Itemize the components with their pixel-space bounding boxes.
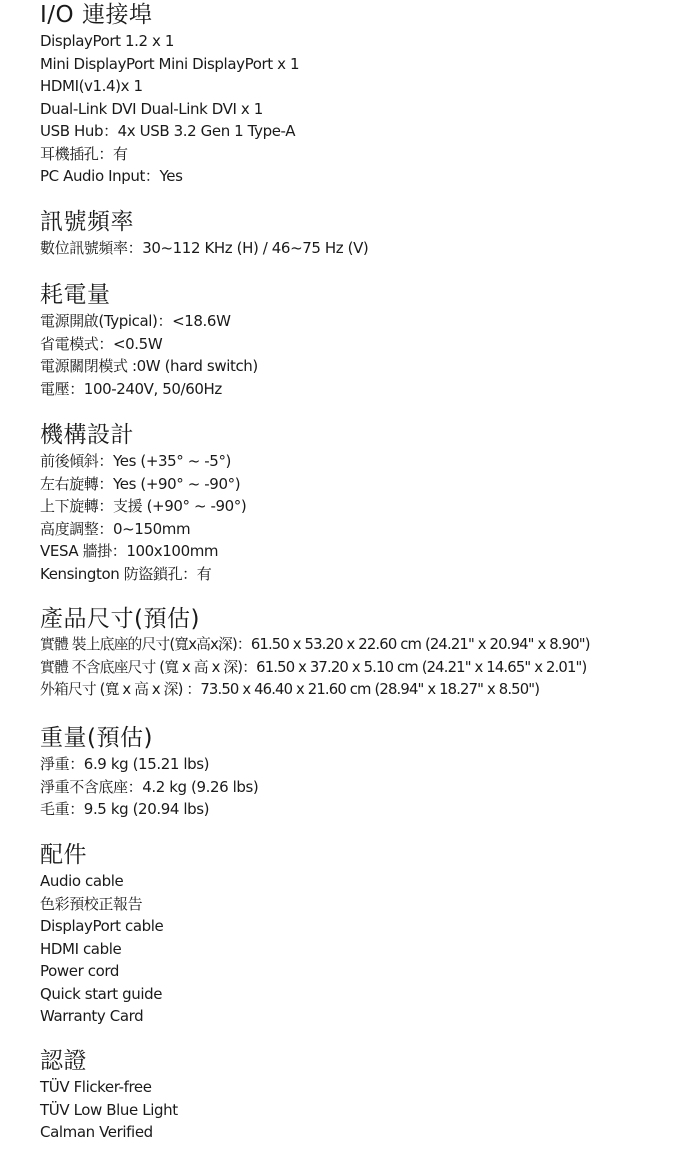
spec-list — [40, 30, 299, 188]
spec-list — [40, 1076, 178, 1144]
section-signal-frequency — [40, 207, 368, 260]
spec-item: 色彩預校正報告 — [40, 894, 143, 913]
section-title: 認證 — [40, 1048, 87, 1074]
spec-item: 實體 不含底座尺寸 (寬 x 高 x 深)：61.50 x 37.20 x 5.10 cm (24.21" x 14.65" x 2.01") — [40, 658, 587, 676]
section-title: 重量(預估) — [40, 725, 153, 751]
spec-item: Dual-Link DVI Dual-Link DVI x 1 — [40, 99, 263, 118]
section-certifications — [40, 1046, 178, 1144]
spec-list — [40, 753, 258, 821]
spec-item: 外箱尺寸 (寬 x 高 x 深) ：73.50 x 46.40 x 21.60 cm (28.94" x 18.27" x 8.50") — [40, 681, 540, 698]
spec-item: Audio cable — [40, 872, 124, 890]
spec-item: DisplayPort 1.2 x 1 — [40, 32, 175, 50]
spec-item: Power cord — [40, 962, 119, 980]
section-weight — [40, 723, 258, 821]
spec-item: HDMI cable — [40, 939, 122, 958]
section-title: 機構設計 — [40, 422, 134, 448]
spec-item: 淨重不含底座：4.2 kg (9.26 lbs) — [40, 777, 259, 796]
spec-item: 前後傾斜：Yes (+35° ~ -5°) — [40, 452, 232, 470]
spec-list — [40, 634, 590, 702]
spec-list — [40, 310, 258, 400]
spec-item: USB Hub：4x USB 3.2 Gen 1 Type-A — [40, 122, 296, 140]
spec-item: TÜV Flicker-free — [40, 1078, 152, 1096]
spec-item: HDMI(v1.4)x 1 — [40, 77, 143, 95]
section-title: 配件 — [40, 842, 87, 868]
spec-list — [40, 237, 368, 260]
section-mechanical-design — [40, 420, 246, 585]
spec-item: TÜV Low Blue Light — [40, 1100, 178, 1119]
spec-item: 毛重：9.5 kg (20.94 lbs) — [40, 800, 210, 818]
section-title: 耗電量 — [40, 282, 111, 308]
spec-item: 數位訊號頻率：30~112 KHz (H) / 46~75 Hz (V) — [40, 239, 369, 257]
section-title: 訊號頻率 — [40, 209, 134, 235]
spec-item: PC Audio Input：Yes — [40, 167, 183, 185]
spec-item: Mini DisplayPort Mini DisplayPort x 1 — [40, 54, 300, 73]
spec-item: 高度調整：0~150mm — [40, 519, 191, 538]
spec-item: 實體 裝上底座的尺寸(寬x高x深)：61.50 x 53.20 x 22.60 cm (24.21" x 20.94" x 8.90") — [40, 636, 590, 653]
spec-item: Quick start guide — [40, 984, 163, 1003]
spec-item: Calman Verified — [40, 1123, 153, 1141]
spec-list — [40, 870, 163, 1028]
spec-item: 電壓：100-240V, 50/60Hz — [40, 379, 222, 398]
spec-item: VESA 牆掛：100x100mm — [40, 542, 219, 560]
section-title: 產品尺寸(預估) — [40, 606, 200, 632]
spec-item: 耳機插孔：有 — [40, 144, 128, 163]
spec-item: DisplayPort cable — [40, 917, 164, 935]
section-title: I/O 連接埠 — [40, 2, 153, 28]
spec-item: 省電模式：<0.5W — [40, 334, 163, 353]
section-accessories — [40, 840, 163, 1028]
spec-item: 電源開啟(Typical)：<18.6W — [40, 312, 231, 330]
spec-list — [40, 450, 246, 585]
spec-item: 上下旋轉：支援 (+90° ~ -90°) — [40, 497, 247, 515]
spec-item: 左右旋轉：Yes (+90° ~ -90°) — [40, 474, 241, 493]
spec-item: 電源關閉模式 :0W (hard switch) — [40, 357, 258, 375]
spec-item: 淨重：6.9 kg (15.21 lbs) — [40, 755, 210, 773]
section-power-consumption — [40, 280, 258, 400]
spec-item: Warranty Card — [40, 1007, 144, 1025]
section-io-ports — [40, 0, 299, 188]
section-product-dimensions — [40, 604, 590, 702]
spec-item: Kensington 防盜鎖孔：有 — [40, 564, 212, 583]
